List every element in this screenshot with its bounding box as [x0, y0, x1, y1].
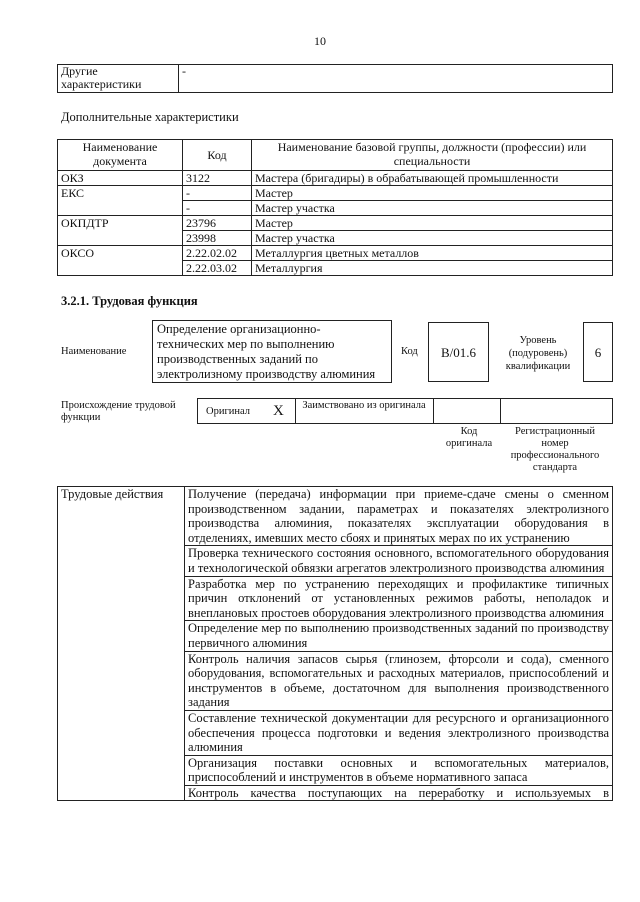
registration-number-label: Регистрационный номер профессионального стандарта [510, 426, 600, 473]
code-label: Код [401, 346, 418, 357]
name-cell: Мастер [252, 186, 613, 201]
table-row [58, 246, 613, 261]
origin-divider [295, 398, 296, 424]
name-cell: Металлургия цветных металлов [252, 246, 613, 261]
labor-actions-label: Трудовые действия [58, 487, 185, 801]
action-item: Контроль наличия запасов сырья (глинозем, фторсоли и сода), сменного оборудования, вспомогательных и расходных материалов, приспособлений и инструментов в объеме, достаточном для выполнения производственного задания [185, 651, 613, 710]
action-item: Составление технической документации для ресурсного и организационного обеспечения процесса подготовки и ведения электролизного производства алюминия [185, 710, 613, 755]
action-item: Разработка мер по устранению переходящих и профилактике типичных причин отклонений от установленных режимов работы, неполадок и внеплановых простоев оборудования электролизного производства алюминия [185, 576, 613, 621]
qualification-level-label: Уровень (подуровень) квалификации [505, 335, 571, 372]
origin-label: Происхождение трудовой функции [61, 400, 176, 423]
other-characteristics-label: Другие характеристики [58, 65, 179, 93]
name-cell: Мастера (бригадиры) в обрабатывающей промышленности [252, 171, 613, 186]
additional-characteristics-title: Дополнительные характеристики [61, 110, 239, 124]
code-cell: - [183, 186, 252, 201]
table-row [58, 216, 613, 231]
code-cell: 3122 [183, 171, 252, 186]
table-row [58, 186, 613, 201]
function-code-box: B/01.6 [428, 322, 489, 382]
name-cell: Мастер участка [252, 231, 613, 246]
labor-function-title: 3.2.1. Трудовая функция [61, 294, 198, 308]
original-code-label: Код оригинала [445, 426, 493, 449]
doc-cell: ОКПДТР [58, 216, 183, 246]
code-cell: 23998 [183, 231, 252, 246]
header-code: Код [183, 140, 252, 171]
page-number: 10 [314, 34, 326, 48]
origin-table [197, 398, 613, 424]
doc-cell: ОКСО [58, 246, 183, 276]
name-label: Наименование [61, 346, 127, 357]
original-mark: X [273, 403, 284, 419]
table-row [58, 487, 613, 546]
code-cell: 23796 [183, 216, 252, 231]
header-document: Наименование документа [58, 140, 183, 171]
table-row [58, 171, 613, 186]
origin-divider [500, 398, 501, 424]
doc-cell: ОКЗ [58, 171, 183, 186]
action-item: Организация поставки основных и вспомогательных материалов, приспособлений и инструментов в объеме нормативного запаса [185, 755, 613, 785]
name-cell: Мастер [252, 216, 613, 231]
action-item: Получение (передача) информации при приеме-сдаче смены о сменном производственном задании, параметрах и показателях электролизного производства алюминия, показателях эксплуатации оборудования в отделениях, имевших место сбоях и принятых мерах по их устранению [185, 487, 613, 546]
name-cell: Металлургия [252, 261, 613, 276]
doc-cell: ЕКС [58, 186, 183, 216]
qualification-level-box: 6 [583, 322, 613, 382]
origin-divider [433, 398, 434, 424]
table-header-row [58, 140, 613, 171]
original-label: Оригинал [206, 406, 250, 417]
name-cell: Мастер участка [252, 201, 613, 216]
labor-actions-table [57, 486, 613, 801]
borrowed-label: Заимствовано из оригинала [302, 400, 426, 411]
action-item: Определение мер по выполнению производственных заданий по производству первичного алюминия [185, 621, 613, 651]
other-characteristics-value: - [179, 65, 613, 93]
other-characteristics-table [57, 64, 613, 93]
additional-characteristics-table [57, 139, 613, 276]
code-cell: - [183, 201, 252, 216]
action-item: Контроль качества поступающих на переработку и используемых в [185, 785, 613, 801]
header-name: Наименование базовой группы, должности (профессии) или специальности [252, 140, 613, 171]
code-cell: 2.22.02.02 [183, 246, 252, 261]
code-cell: 2.22.03.02 [183, 261, 252, 276]
action-item: Проверка технического состояния основного, вспомогательного оборудования и технологической обвязки агрегатов электролизного производства алюминия [185, 546, 613, 576]
function-name-box: Определение организационно-технических мер по выполнению производственных заданий по электролизному производству алюминия [152, 320, 392, 383]
